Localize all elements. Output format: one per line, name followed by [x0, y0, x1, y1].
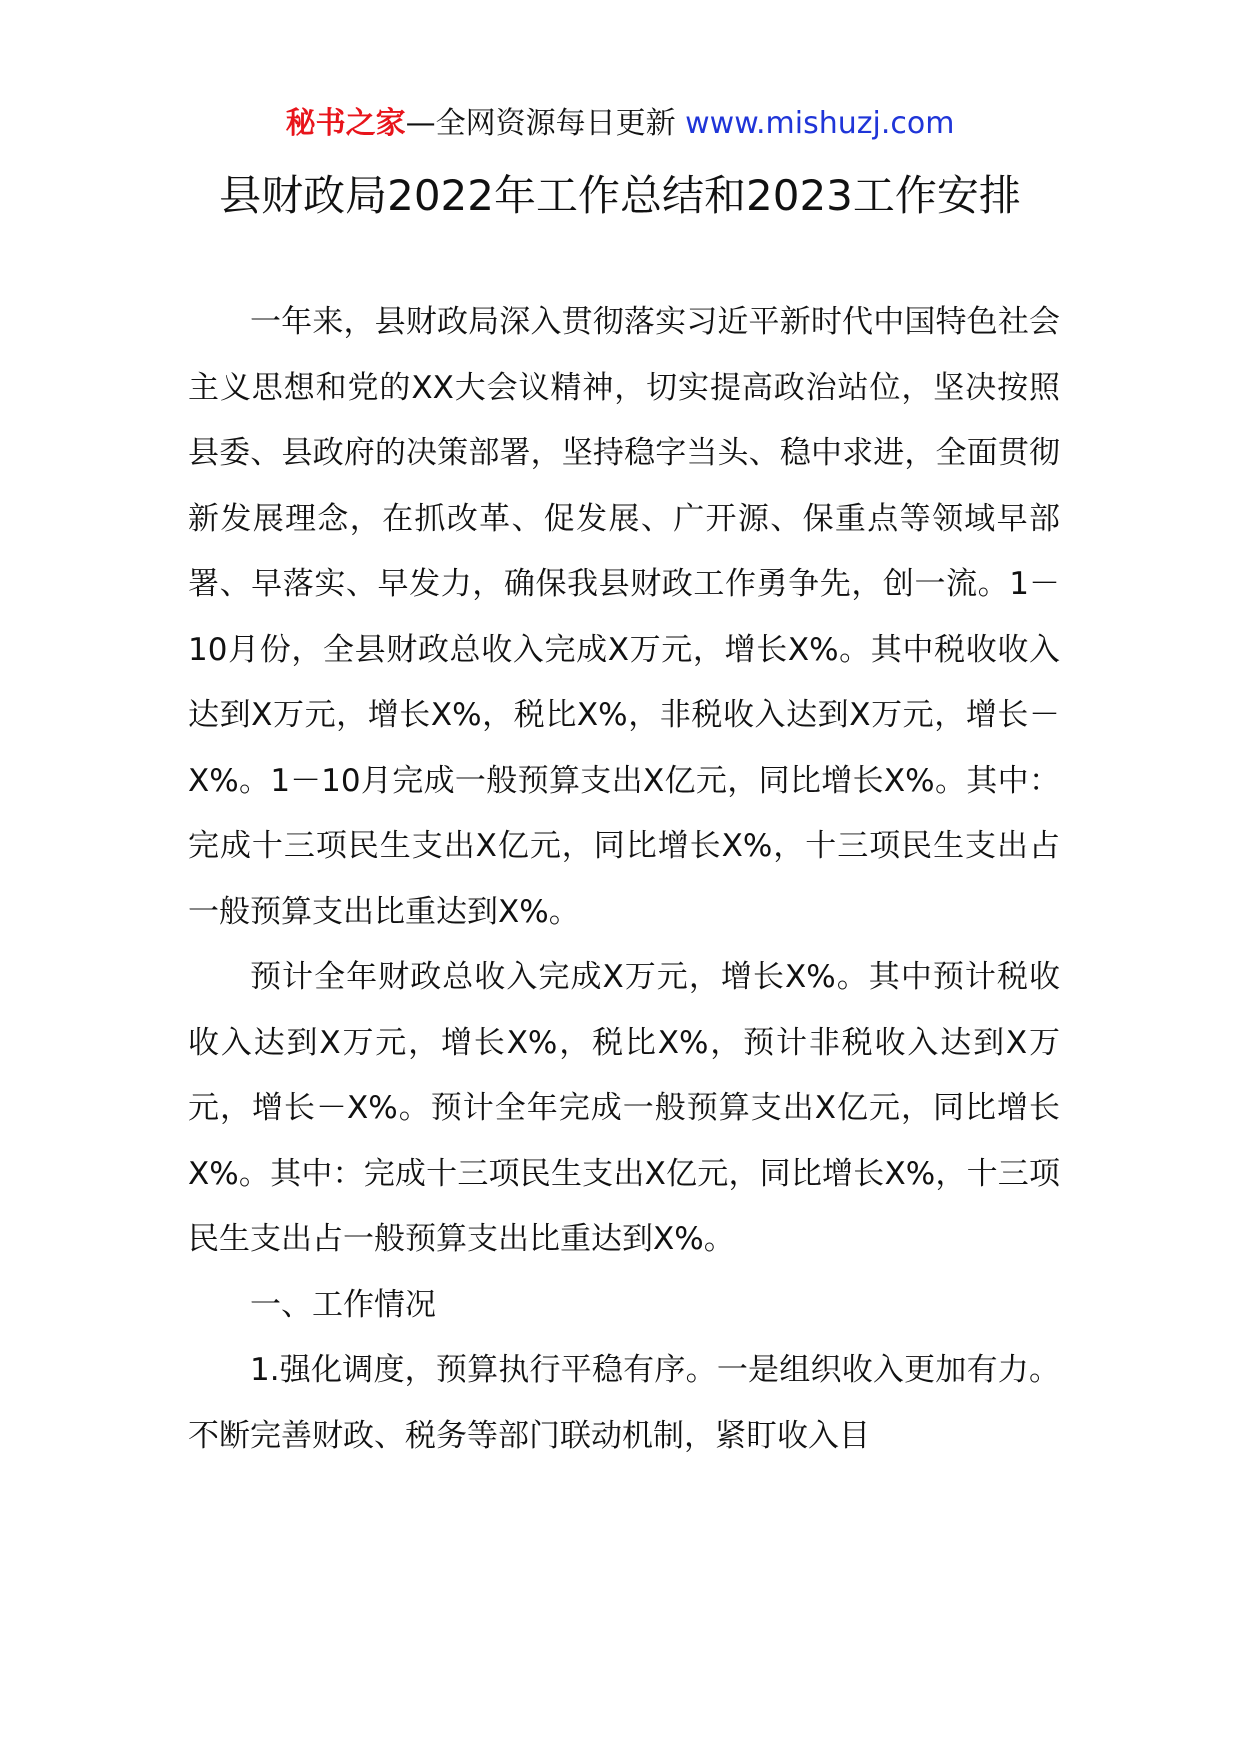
paragraph-item-1: 1.强化调度，预算执行平稳有序。一是组织收入更加有力。不断完善财政、税务等部门联动机制，紧盯收入目: [188, 1352, 1060, 1454]
paragraph-intro: 一年来，县财政局深入贯彻落实习近平新时代中国特色社会主义思想和党的XX大会议精神，切实提高政治站位，坚决按照县委、县政府的决策部署，坚持稳字当头、稳中求进，全面贯彻新发展理念，在抓改革、促发展、广开源、保重点等领域早部署、早落实、早发力，确保我县财政工作勇争先，创一流。1－10月份，全县财政总收入完成X万元，增长X%。其中税收收入达到X万元，增长X%，税比X%，非税收入达到X万元，增长－X%。1－10月完成一般预算支出X亿元，同比增长X%。其中：完成十三项民生支出X亿元，同比增长X%，十三项民生支出占一般预算支出比重达到X%。: [188, 304, 1060, 930]
site-url-link[interactable]: www.mishuzj.com: [685, 106, 955, 141]
document-title: 县财政局2022年工作总结和2023工作安排: [219, 171, 1021, 220]
site-tagline: —全网资源每日更新: [405, 106, 686, 141]
site-header: [0, 104, 1240, 144]
paragraph-forecast: 预计全年财政总收入完成X万元，增长X%。其中预计税收收入达到X万元，增长X%，税比X%，预计非税收入达到X万元，增长－X%。预计全年完成一般预算支出X亿元，同比增长X%。其中：完成十三项民生支出X亿元，同比增长X%，十三项民生支出占一般预算支出比重达到X%。: [188, 959, 1060, 1257]
document-body: [188, 290, 1060, 1469]
brand-name: 秘书之家: [285, 106, 406, 141]
section-heading: 一、工作情况: [250, 1286, 436, 1323]
